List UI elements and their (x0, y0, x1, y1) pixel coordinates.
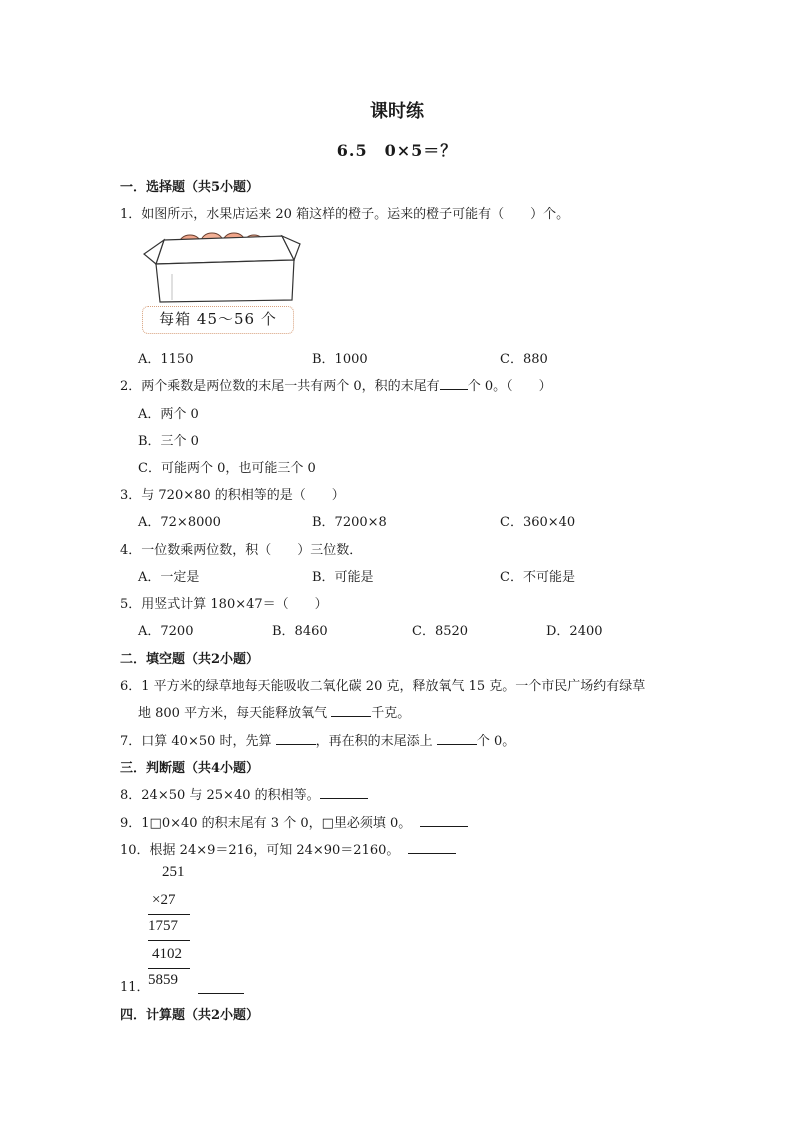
question-11-blank[interactable] (198, 981, 244, 994)
question-5-option-a[interactable]: A．7200 (138, 624, 194, 639)
question-1-option-a[interactable]: A．1150 (138, 352, 194, 367)
question-7-part-c: 个 0。 (476, 734, 516, 749)
question-5-stem: 5．用竖式计算 180×47＝（ ） (120, 597, 328, 612)
section-calc-heading: 四．计算题（共2小题） (120, 1008, 260, 1023)
question-7-part-b: ，再在积的末尾添上 (315, 734, 433, 749)
question-4-option-b[interactable]: B．可能是 (312, 570, 374, 585)
question-2-option-b[interactable]: B．三个 0 (138, 434, 199, 449)
question-1-stem: 1．如图所示，水果店运来 20 箱这样的橙子。运来的橙子可能有（ ）个。 (120, 207, 570, 222)
question-7-blank-1[interactable] (276, 732, 316, 745)
orange-box-illustration (142, 230, 302, 306)
question-3-option-a[interactable]: A．72×8000 (138, 515, 221, 530)
question-11-number: 11． (120, 980, 150, 995)
question-10-blank[interactable] (408, 841, 456, 854)
page-title: 课时练 (370, 101, 424, 122)
section-choice-heading: 一．选择题（共5小题） (120, 180, 260, 195)
question-3-stem: 3．与 720×80 的积相等的是（ ） (120, 488, 345, 503)
question-2-option-a[interactable]: A．两个 0 (138, 407, 199, 422)
question-7-part-a: 7．口算 40×50 时，先算 (120, 734, 272, 749)
question-6-line-1: 6．1 平方米的绿草地每天能吸收二氧化碳 20 克，释放氧气 15 克。一个市民广场约有绿草 (120, 679, 646, 694)
question-6-line-2-part-a: 地 800 平方米，每天能释放氧气 (138, 706, 328, 721)
question-4-option-a[interactable]: A．一定是 (138, 570, 200, 585)
question-6-line-2-part-b: 千克。 (371, 706, 411, 721)
question-7-stem (120, 730, 515, 749)
question-5-option-d[interactable]: D．2400 (546, 624, 603, 639)
vertical-calc-line-2 (148, 940, 190, 941)
question-4-stem: 4．一位数乘两位数，积（ ）三位数． (120, 543, 363, 558)
section-judge-heading: 三．判断题（共4小题） (120, 761, 260, 776)
question-3-option-b[interactable]: B．7200×8 (312, 515, 387, 530)
question-8-blank[interactable] (320, 786, 368, 799)
question-8-text: 8．24×50 与 25×40 的积相等。 (120, 788, 320, 803)
question-6-blank[interactable] (331, 704, 371, 717)
question-2-option-c[interactable]: C．可能两个 0，也可能三个 0 (138, 461, 316, 476)
question-2-stem-part-b: 个 0。（ ） (467, 379, 552, 394)
question-7-blank-2[interactable] (437, 732, 477, 745)
question-10-stem (120, 839, 456, 858)
vertical-calc-row-2: ×27 (152, 892, 176, 908)
vertical-calc-row-3: 1757 (148, 918, 178, 934)
box-quantity-label: 每箱 45～56 个 (142, 306, 294, 334)
question-3-option-c[interactable]: C．360×40 (500, 515, 576, 530)
question-9-text: 9．1□0×40 的积末尾有 3 个 0，□里必须填 0。 (120, 816, 412, 831)
question-4-option-c[interactable]: C．不可能是 (500, 570, 575, 585)
vertical-calc-line-1 (148, 914, 190, 915)
question-10-text: 10．根据 24×9＝216，可知 24×90＝2160。 (120, 843, 400, 858)
question-9-stem (120, 812, 468, 831)
vertical-calc-row-4: 4102 (152, 946, 182, 962)
question-2-stem-part-a: 2．两个乘数是两位数的末尾一共有两个 0，积的末尾有 (120, 379, 440, 394)
vertical-calc-line-3 (148, 968, 190, 969)
page-subtitle: 6.5 0×5＝？ (336, 141, 458, 160)
question-2-stem (120, 375, 552, 394)
question-5-option-c[interactable]: C．8520 (412, 624, 469, 639)
question-5-option-b[interactable]: B．8460 (272, 624, 328, 639)
question-9-blank[interactable] (420, 814, 468, 827)
section-fill-heading: 二．填空题（共2小题） (120, 652, 260, 667)
question-1-option-b[interactable]: B．1000 (312, 352, 368, 367)
vertical-calc-row-1: 251 (162, 864, 185, 880)
question-2-blank[interactable] (440, 377, 468, 390)
question-1-option-c[interactable]: C．880 (500, 352, 548, 367)
question-6-line-2 (138, 702, 410, 721)
question-8-stem (120, 784, 368, 803)
vertical-calc-row-5: 5859 (148, 972, 178, 988)
